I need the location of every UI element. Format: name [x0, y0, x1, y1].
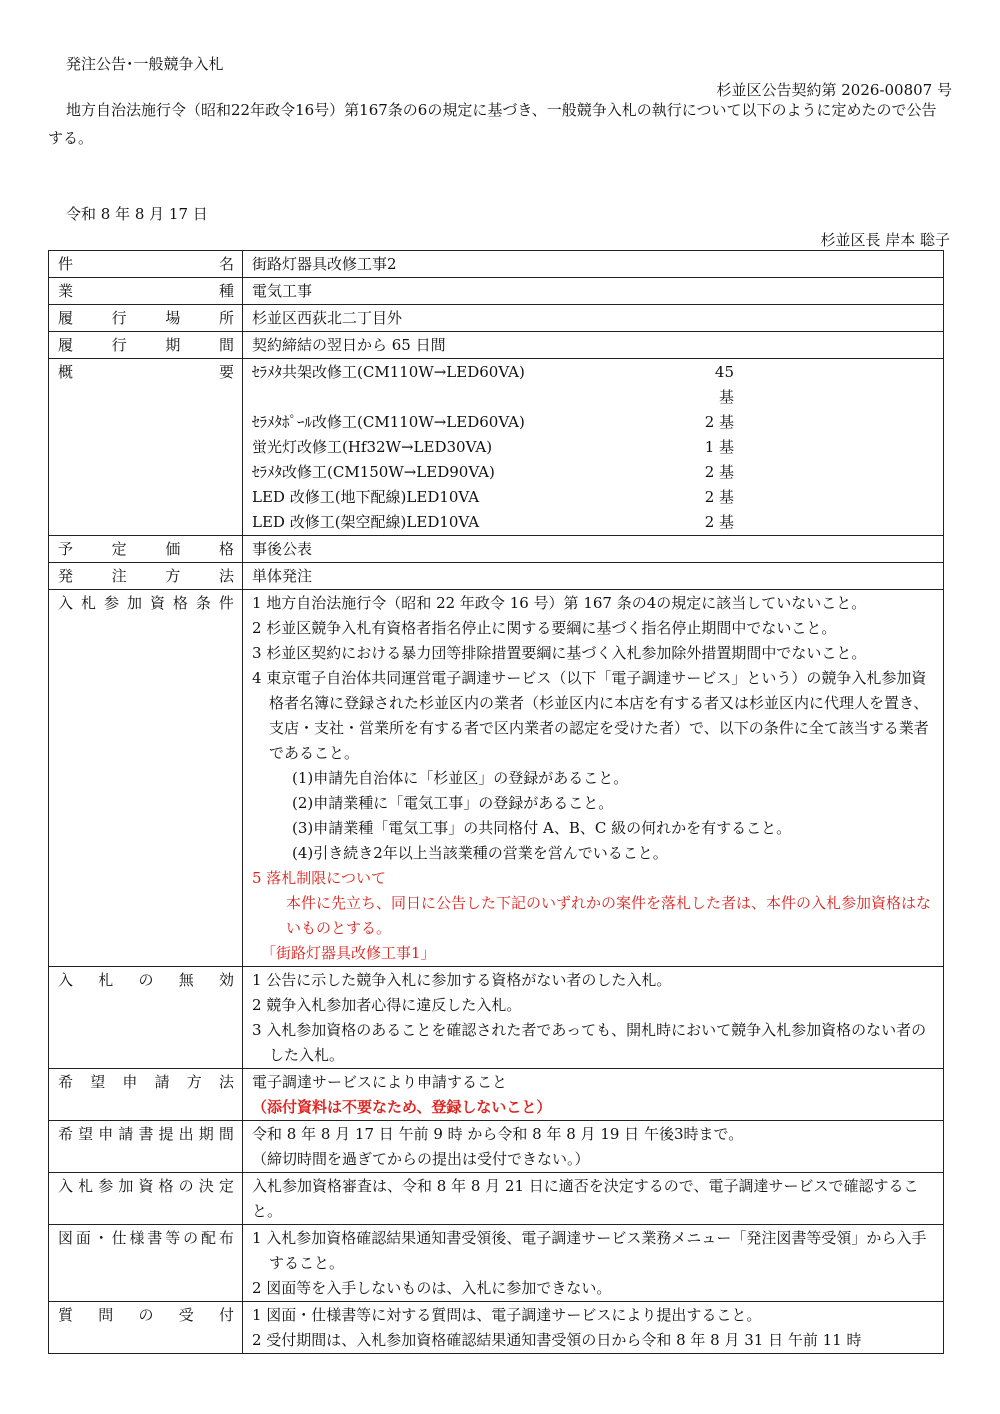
label-cell: [49, 332, 243, 359]
qualification-decision: 入札参加資格審査は、令和 8 年 8 月 21 日に適否を決定するので、電子調達サービスで確認すること。: [243, 1173, 944, 1225]
row-label: [58, 564, 234, 589]
label-char: 件: [218, 594, 234, 612]
table-row: [49, 590, 944, 967]
label-char: 効: [218, 971, 234, 989]
signer: 杉並区長 岸本 聡子: [820, 231, 950, 249]
label-char: 行: [111, 309, 127, 327]
invalid-bid-cell: [243, 967, 944, 1069]
drawings-item: 1 入札参加資格確認結果通知書受領後、電子調達サービス業務メニュー「発注図書等受領」から入手すること。: [252, 1229, 927, 1272]
label-char: 申: [122, 1073, 138, 1091]
label-char: 加: [126, 594, 142, 612]
invalid-item: 2 競争入札参加者心得に違反した入札。: [252, 996, 522, 1014]
qualification-item: 3 杉並区契約における暴力団等排除措置要綱に基づく入札参加除外措置期間中でないこと。: [252, 644, 867, 662]
label-char: 仕: [111, 1229, 127, 1247]
label-char: 資: [138, 1177, 154, 1195]
row-label: [58, 1226, 234, 1251]
label-char: 条: [195, 594, 211, 612]
apply-period-note: （締切時間を過ぎてからの提出は受付できない。）: [252, 1150, 590, 1168]
label-cell: [49, 305, 243, 332]
label-char: 間: [218, 1125, 234, 1143]
label-char: 定: [218, 1177, 234, 1195]
table-row: [49, 1069, 944, 1121]
table-row: [49, 1225, 944, 1302]
table-row: [49, 332, 944, 359]
label-char: 予: [58, 540, 74, 558]
work-place: 杉並区西荻北二丁目外: [243, 305, 944, 332]
qualification-item: 2 杉並区競争入札有資格者指名停止に関する要綱に基づく指名停止期間中でないこと。: [252, 619, 837, 637]
label-char: 期: [165, 336, 181, 354]
project-name: 街路灯器具改修工事2: [243, 251, 944, 278]
label-char: 加: [118, 1177, 134, 1195]
summary-item-name: 蛍光灯改修工(Hf32W→LED30VA): [252, 438, 493, 456]
label-char: 参: [98, 1177, 114, 1195]
label-char: 札: [80, 594, 96, 612]
label-char: 所: [218, 309, 234, 327]
award-restriction-case: 「街路灯器具改修工事1」: [261, 944, 436, 962]
row-label: [58, 1174, 234, 1199]
summary-item: [252, 435, 937, 460]
label-char: 履: [58, 309, 74, 327]
label-char: 書: [138, 1125, 154, 1143]
label-char: 望: [90, 1073, 106, 1091]
label-char: 請: [154, 1073, 170, 1091]
summary-item: [252, 485, 937, 510]
label-char: 問: [98, 1306, 114, 1324]
questions-cell: [243, 1302, 944, 1354]
summary-item-name: LED 改修工(架空配線)LED10VA: [252, 513, 480, 531]
label-char: 札: [78, 1177, 94, 1195]
row-label: [58, 333, 234, 358]
label-char: の: [183, 1229, 199, 1247]
award-restriction-text: 本件に先立ち、同日に公告した下記のいずれかの案件を落札した者は、本件の入札参加資格はないものとする。: [286, 894, 932, 937]
table-row: [49, 251, 944, 278]
label-char: 配: [201, 1229, 217, 1247]
qualification-subitem: (3)申請業種「電気工事」の共同格付 A、B、C 級の何れかを有すること。: [292, 819, 792, 837]
table-row: [49, 305, 944, 332]
label-char: 無: [178, 971, 194, 989]
label-char: 申: [98, 1125, 114, 1143]
summary-item-qty: 1 基: [704, 438, 734, 456]
drawings-cell: [243, 1225, 944, 1302]
label-char: 提: [158, 1125, 174, 1143]
label-char: 出: [178, 1125, 194, 1143]
summary-item-name: ｾﾗﾒﾀﾎﾟｰﾙ改修工(CM110W→LED60VA): [252, 413, 525, 431]
row-label: [58, 252, 234, 277]
drawings-item: 2 図面等を入手しないものは、入札に参加できない。: [252, 1279, 612, 1297]
invalid-item: 3 入札参加資格のあることを確認された者であっても、開札時において競争入札参加資格のない者のした入札。: [252, 1021, 927, 1064]
label-cell: [49, 1173, 243, 1225]
apply-method-note: （添付資料は不要なため、登録しないこと）: [252, 1098, 552, 1116]
label-char: 注: [111, 567, 127, 585]
row-label: [58, 537, 234, 562]
summary-item-name: LED 改修工(地下配線)LED10VA: [252, 488, 480, 506]
label-char: ・: [93, 1229, 109, 1247]
apply-period-cell: [243, 1121, 944, 1173]
lead-paragraph: 地方自治法施行令（昭和22年政令16号）第167条の6の規定に基づき、一般競争入札の執行について以下のように定めたので公告する。: [48, 101, 937, 147]
summary-cell: [243, 359, 944, 536]
label-char: 種: [218, 282, 234, 300]
summary-item-name: ｾﾗﾒﾀ改修工(CM150W→LED90VA): [252, 463, 495, 481]
table-row: [49, 563, 944, 590]
label-char: 入: [58, 1177, 74, 1195]
label-char: 間: [218, 336, 234, 354]
label-char: 件: [58, 255, 74, 273]
label-char: の: [138, 971, 154, 989]
qualification-subitem: (2)申請業種に「電気工事」の登録があること。: [292, 794, 614, 812]
label-char: 法: [218, 1073, 234, 1091]
label-char: 付: [218, 1306, 234, 1324]
label-cell: [49, 1225, 243, 1302]
label-char: 要: [218, 363, 234, 381]
summary-item-qty: 45 基: [714, 363, 734, 406]
planned-price: 事後公表: [243, 536, 944, 563]
label-char: 概: [58, 363, 74, 381]
label-char: 入: [58, 594, 74, 612]
label-cell: [49, 563, 243, 590]
label-char: 格: [172, 594, 188, 612]
label-cell: [49, 967, 243, 1069]
work-period: 契約締結の翌日から 65 日間: [243, 332, 944, 359]
apply-method-cell: [243, 1069, 944, 1121]
label-char: 図: [58, 1229, 74, 1247]
label-char: 等: [165, 1229, 181, 1247]
label-char: 希: [58, 1125, 74, 1143]
row-label: [58, 279, 234, 304]
row-label: [58, 591, 234, 616]
label-char: 名: [218, 255, 234, 273]
notice-table: [48, 250, 944, 1354]
document-type: 発注公告･一般競争入札: [66, 55, 224, 73]
label-char: 入: [58, 971, 74, 989]
table-row: [49, 536, 944, 563]
summary-item: [252, 410, 937, 435]
summary-item: [252, 510, 937, 535]
row-label: [58, 1303, 234, 1328]
summary-item-qty: 2 基: [704, 513, 734, 531]
apply-method: 電子調達サービスにより申請すること: [252, 1073, 508, 1091]
qualification-subitem: (4)引き続き2年以上当該業種の営業を営んでいること。: [292, 844, 668, 862]
summary-item-qty: 2 基: [704, 463, 734, 481]
label-char: 発: [58, 567, 74, 585]
label-char: 法: [218, 567, 234, 585]
apply-period: 令和 8 年 8 月 17 日 午前 9 時 から令和 8 年 8 月 19 日 午後3時まで。: [252, 1125, 744, 1143]
label-char: 価: [165, 540, 181, 558]
label-char: 請: [118, 1125, 134, 1143]
label-char: 参: [103, 594, 119, 612]
label-char: 定: [111, 540, 127, 558]
label-char: 資: [149, 594, 165, 612]
qualification-item: 1 地方自治法施行令（昭和 22 年政令 16 号）第 167 条の4の規定に該当していないこと。: [252, 594, 867, 612]
label-cell: [49, 590, 243, 967]
summary-item-name: ｾﾗﾒﾀ共架改修工(CM110W→LED60VA): [252, 363, 525, 381]
row-label: [58, 1070, 234, 1095]
label-char: 希: [58, 1073, 74, 1091]
table-row: [49, 1302, 944, 1354]
award-restriction-title: 5 落札制限について: [252, 869, 387, 887]
label-char: 面: [75, 1229, 91, 1247]
row-label: [58, 306, 234, 331]
label-cell: [49, 1302, 243, 1354]
label-char: 望: [78, 1125, 94, 1143]
questions-item: 2 受付期間は、入札参加資格確認結果通知書受領の日から令和 8 年 8 月 31 日 午前 11 時: [252, 1331, 862, 1349]
label-cell: [49, 359, 243, 536]
table-row: [49, 278, 944, 305]
table-row: [49, 1173, 944, 1225]
label-char: の: [178, 1177, 194, 1195]
label-char: 札: [98, 971, 114, 989]
business-type: 電気工事: [243, 278, 944, 305]
table-row: [49, 967, 944, 1069]
order-method: 単体発注: [243, 563, 944, 590]
label-char: 履: [58, 336, 74, 354]
label-char: 業: [58, 282, 74, 300]
notice-date: 令和 8 年 8 月 17 日: [66, 205, 208, 223]
invalid-item: 1 公告に示した競争入札に参加する資格がない者のした入札。: [252, 971, 672, 989]
label-char: 布: [218, 1229, 234, 1247]
label-cell: [49, 1121, 243, 1173]
label-char: 行: [111, 336, 127, 354]
table-row: [49, 1121, 944, 1173]
label-char: 場: [165, 309, 181, 327]
label-char: 格: [158, 1177, 174, 1195]
label-cell: [49, 536, 243, 563]
label-cell: [49, 1069, 243, 1121]
qualification-item: 4 東京電子自治体共同運営電子調達サービス（以下「電子調達サービス」という）の競争入札参加資格者名簿に登録された杉並区内の業者（杉並区内に本店を有する者又は杉並区内に代理人を置き、支店・支社・営業所を有する者で区内業者の認定を受けた者）で、以下の条件に全て該当する業者であること。: [252, 669, 929, 762]
summary-item-qty: 2 基: [704, 413, 734, 431]
label-char: 受: [178, 1306, 194, 1324]
label-char: 格: [218, 540, 234, 558]
label-char: 書: [147, 1229, 163, 1247]
table-row: [49, 359, 944, 536]
label-char: 質: [58, 1306, 74, 1324]
label-char: 期: [198, 1125, 214, 1143]
summary-item: [252, 460, 937, 485]
label-char: 方: [165, 567, 181, 585]
label-char: 方: [186, 1073, 202, 1091]
qualification-cell: [243, 590, 944, 967]
questions-item: 1 図面・仕様書等に対する質問は、電子調達サービスにより提出すること。: [252, 1306, 762, 1324]
summary-item: [252, 360, 937, 410]
label-char: の: [138, 1306, 154, 1324]
row-label: [58, 968, 234, 993]
label-char: 様: [129, 1229, 145, 1247]
notice-number: 杉並区公告契約第 2026-00807 号: [716, 81, 952, 99]
row-label: [58, 360, 234, 385]
label-cell: [49, 251, 243, 278]
row-label: [58, 1122, 234, 1147]
label-cell: [49, 278, 243, 305]
summary-item-qty: 2 基: [704, 488, 734, 506]
label-char: 決: [198, 1177, 214, 1195]
qualification-subitem: (1)申請先自治体に「杉並区」の登録があること。: [292, 769, 629, 787]
